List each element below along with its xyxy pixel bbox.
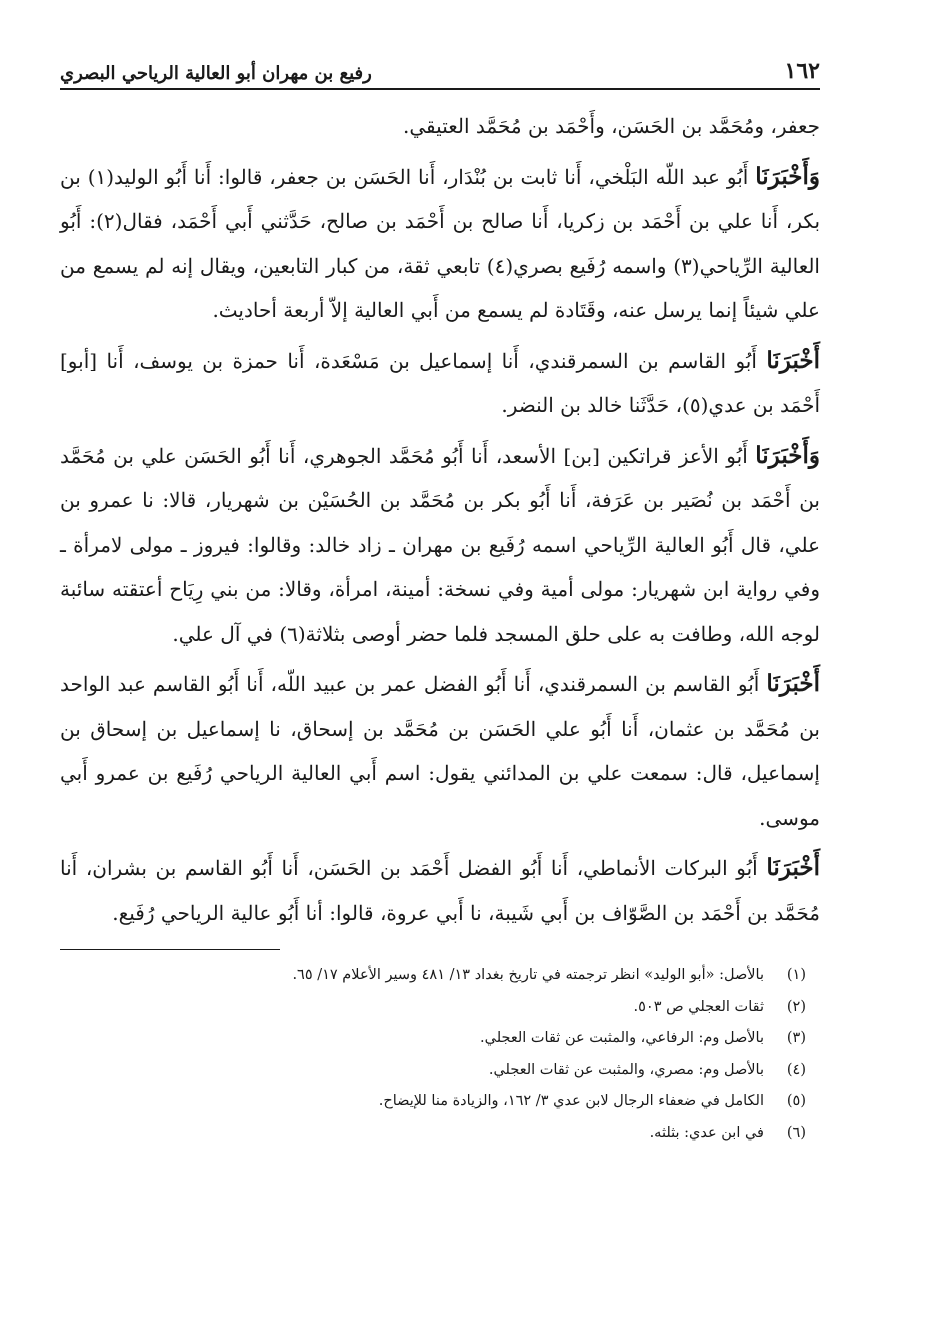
footnotes — [60, 949, 820, 1149]
paragraph-lead: أَخْبَرَنَا — [766, 854, 821, 881]
footnote-text: بالأصل: «أبو الوليد» انظر ترجمته في تاريخ بغداد ١٣/ ٤٨١ وسير الأعلام ١٧/ ٦٥. — [292, 967, 764, 983]
footnote-number: (٦) — [786, 1124, 806, 1141]
paragraph-text: أَبُو القاسم بن السمرقندي، أَنا أَبُو الفضل عمر بن عبيد اللّه، أَنا أَبُو القاسم عبد الواحد بن مُحَمَّد بن عثمان، أَنا أَبُو علي الحَسَن بن مُحَمَّد بن إسحاق، نا إسماعيل بن إسحاق بن إسماعيل، قال: سمعت علي بن المدائني يقول: اسم أَبي العالية الرياحي رُفَيع بن عمرو أَبي موسى. — [60, 672, 820, 830]
footnote-text: في ابن عدي: بثلثه. — [649, 1124, 764, 1141]
paragraph-text: أَبُو الأعز قراتكين [بن] الأسعد، أَنا أَبُو مُحَمَّد الجوهري، أَنا أَبُو الحَسَن علي بن مُحَمَّد بن أَحْمَد بن نُصَير بن عَرَفة، أَنا أَبُو بكر بن مُحَمَّد بن الحُسَيْن بن شهريار، قالا: نا عمرو بن علي، قال أَبُو العالية الرِّياحي اسمه رُفَيع بن مهران ـ زاد خالد: وقالوا: فيروز ـ مولى لامرأة ـ وفي رواية ابن شهريار: مولى أمية وفي نسخة: أمينة، امرأة، وقالا: من بني رِيَاح أعتقته سائبة لوجه الله، وطافت به على حلق المسجد فلما حضر أوصى بثلاثة(٦) في آل علي. — [60, 443, 820, 646]
footnote-number: (١) — [786, 967, 806, 983]
paragraph-lead: أَخْبَرَنَا — [766, 346, 820, 374]
footnote-number: (٣) — [786, 1030, 806, 1046]
paragraph-text: أَبُو عبد اللّه البَلْخي، أَنا ثابت بن بُنْدَار، أَنا الحَسَن بن جعفر، قالوا: أَنا أَبُو الوليد(١) بن بكر، أَنا علي بن أَحْمَد بن زكريا، أَنا صالح بن أَحْمَد بن صالح، حَدَّثني أَبي أَحْمَد، فقال(٢): أَبُو العالية الرِّياحي(٣) واسمه رُفَيع بصري(٤) تابعي ثقة، من كبار التابعين، ويقال إنه لم يسمع من علي شيئاً إنما يرسل عنه، وقَتَادة لم يسمع من أَبي العالية إلاّ أربعة أحاديث. — [60, 164, 821, 322]
paragraph-lead: وَأَخْبَرَنَا — [755, 162, 821, 190]
footnote-item — [60, 992, 806, 1024]
paragraph — [60, 104, 820, 149]
footnote-item — [60, 1023, 806, 1055]
page-header — [60, 58, 820, 90]
footnote-text: بالأصل وم: الرفاعي، والمثبت عن ثقات العجلي. — [480, 1030, 764, 1046]
footnote-number: (٤) — [786, 1061, 806, 1078]
paragraph-text: أَبُو البركات الأنماطي، أَنا أَبُو الفضل أَحْمَد بن الحَسَن، أَنا أَبُو القاسم بن بشران، أَنا مُحَمَّد بن أَحْمَد بن الصَّوّاف بن أَبي شَيبة، نا أَبي عروة، قالوا: أنا أَبُو عالية الرياحي رُفَيع. — [60, 856, 820, 925]
paragraph — [60, 155, 820, 333]
footnote-number: (٥) — [786, 1093, 806, 1109]
page-number: ١٦٢ — [784, 58, 820, 84]
paragraph-text: جعفر، ومُحَمَّد بن الحَسَن، وأَحْمَد بن مُحَمَّد العتيقي. — [403, 114, 820, 138]
footnote-text: ثقات العجلي ص ٥٠٣. — [633, 998, 764, 1015]
footnote-divider — [60, 949, 280, 950]
paragraph-lead: وَأَخْبَرَنَا — [755, 441, 820, 469]
footnote-item — [60, 960, 806, 992]
paragraph — [60, 339, 820, 428]
footnote-text: بالأصل وم: مصري، والمثبت عن ثقات العجلي. — [488, 1061, 764, 1078]
paragraph — [60, 846, 820, 935]
footnote-item — [60, 1118, 806, 1150]
paragraph-text: أَبُو القاسم بن السمرقندي، أَنا إسماعيل بن مَسْعَدة، أَنا حمزة بن يوسف، أَنا [أبو] أَحْمَد بن عدي(٥)، حَدَّثَنا خالد بن النضر. — [60, 348, 820, 417]
footnote-text: الكامل في ضعفاء الرجال لابن عدي ٣/ ١٦٢، والزيادة منا للإيضاح. — [378, 1093, 764, 1109]
running-title: رفيع بن مهران أبو العالية الرياحي البصري — [60, 63, 372, 84]
footnote-item — [60, 1086, 806, 1118]
book-page — [60, 58, 820, 1149]
main-text — [60, 104, 820, 935]
paragraph-lead: أَخْبَرَنَا — [766, 670, 820, 697]
paragraph — [60, 662, 820, 840]
paragraph — [60, 434, 820, 657]
footnote-item — [60, 1055, 806, 1087]
footnote-number: (٢) — [786, 998, 806, 1015]
footnote-list — [60, 960, 820, 1149]
